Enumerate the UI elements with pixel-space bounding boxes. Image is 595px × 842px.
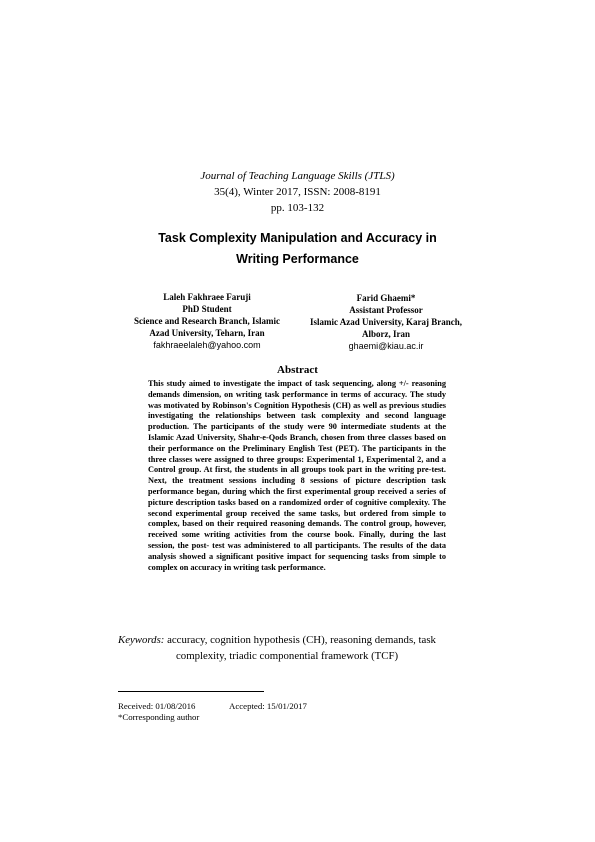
author-role: PhD Student (182, 304, 232, 314)
corresponding-author-note: *Corresponding author (118, 712, 200, 722)
paper-title-line2: Writing Performance (236, 252, 359, 266)
journal-header (0, 168, 595, 216)
author-affiliation: Alborz, Iran (362, 329, 410, 339)
journal-issue: 35(4), Winter 2017, ISSN: 2008-8191 (214, 186, 381, 198)
abstract-heading: Abstract (277, 364, 318, 376)
author-name: Farid Ghaemi* (356, 293, 416, 303)
keywords (118, 632, 478, 664)
accepted-date: Accepted: 15/01/2017 (229, 701, 307, 711)
author-block-2 (296, 292, 476, 352)
paper-title (120, 228, 475, 270)
author-block-1 (118, 291, 296, 351)
author-affiliation: Islamic Azad University, Karaj Branch, (310, 317, 462, 327)
author-affiliation: Azad University, Teharn, Iran (149, 328, 265, 338)
abstract-text: This study aimed to investigate the impact of task sequencing, along +/- reasoning demands dimension, on writing task performance in terms of accuracy. The study was motivated by Robinson's Cognition Hypothesis (CH) as well as previous studies investigating the relationships between task complexity and second language production. The participants of the study were 90 intermediate students at the Islamic Azad University, Shahr-e-Qods Branch, chosen from three classes based on their performance on the Preliminary English Test (PET). The participants in the three classes were assigned to three groups: Experimental 1, Experimental 2, and a Control group. At first, the students in all groups took part in the writing pre-test. Next, the treatment sessions including 8 sessions of picture description task performance began, during which the first experimental group received a series of picture description tasks based on a randomized order of cognitive complexity. The second experimental group received the same tasks, but ordered from simple to complex, based on their required reasoning demands. The control group, however, received some writing activities from the course book. Finally, during the last session, the post- test was administered to all participants. The results of the data analysis showed a significant positive impact for sequencing tasks from simple to complex on accuracy in writing task performance. (148, 379, 446, 572)
author-email: ghaemi@kiau.ac.ir (348, 341, 424, 351)
received-date: Received: 01/08/2016 (118, 701, 196, 711)
journal-name: Journal of Teaching Language Skills (JTLS) (200, 170, 395, 182)
journal-pages: pp. 103-132 (270, 202, 325, 214)
keywords-line1: accuracy, cognition hypothesis (CH), reasoning demands, task (164, 634, 436, 646)
author-role: Assistant Professor (349, 305, 423, 315)
keywords-line2: complexity, triadic componential framework (TCF) (176, 650, 399, 662)
author-name: Laleh Fakhraee Faruji (163, 292, 251, 302)
keywords-label: Keywords: (118, 634, 165, 646)
author-affiliation: Science and Research Branch, Islamic (133, 316, 281, 326)
author-email: fakhraeelaleh@yahoo.com (153, 340, 261, 350)
paper-title-line1: Task Complexity Manipulation and Accuracy in (158, 231, 437, 245)
footnote-divider (118, 691, 264, 692)
